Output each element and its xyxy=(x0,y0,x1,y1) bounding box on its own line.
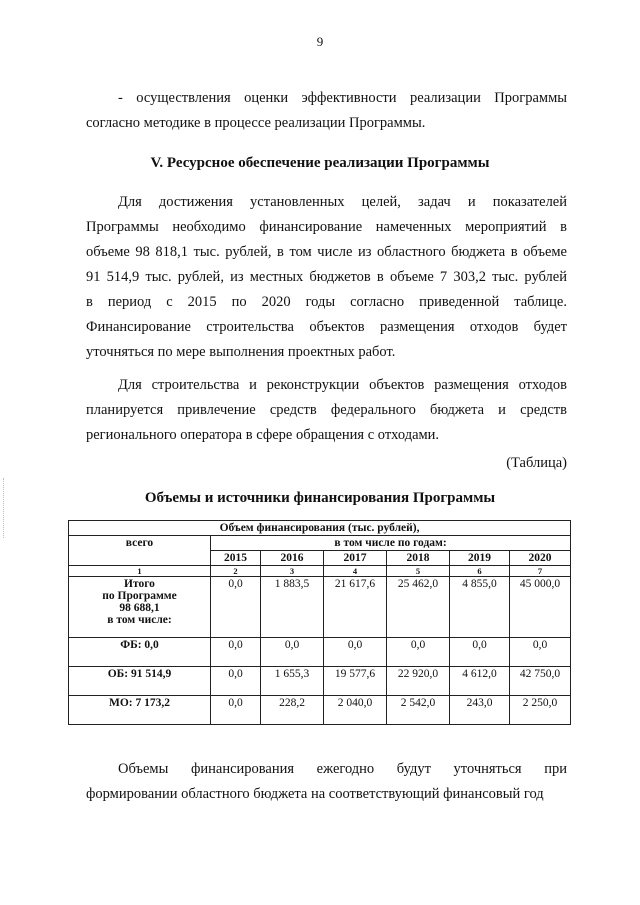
text-line: 91 514,9 тыс. рублей, из местных бюджетов в объеме 7 303,2 тыс. рублей xyxy=(86,269,567,285)
text-line: - осуществления оценки эффективности реализации Программы xyxy=(118,90,567,106)
table-cell: 1 883,5 xyxy=(261,577,324,638)
table-cell: 21 617,6 xyxy=(324,577,387,638)
table-cell: 0,0 xyxy=(211,667,261,696)
column-number: 4 xyxy=(324,566,387,577)
row-label: ОБ: 91 514,9 xyxy=(69,667,211,696)
label-line: Итого xyxy=(124,578,155,590)
text-line: уточняться по мере выполнения проектных работ. xyxy=(86,344,396,360)
text-line: планируется привлечение средств федерального бюджета и средств xyxy=(86,402,567,418)
table-title: Объемы и источники финансирования Программы xyxy=(144,490,496,506)
table-cell: 0,0 xyxy=(211,638,261,667)
federal-paragraph xyxy=(86,373,567,448)
column-number: 1 xyxy=(69,566,211,577)
text-line: Программы необходимо финансирование намеченных мероприятий в xyxy=(86,219,567,235)
row-label xyxy=(69,577,211,638)
table-reference: (Таблица) xyxy=(506,455,567,471)
year-header: 2020 xyxy=(510,551,571,566)
section-heading: V. Ресурсное обеспечение реализации Программы xyxy=(150,155,490,171)
header-years-label: в том числе по годам: xyxy=(211,536,571,551)
table-cell: 0,0 xyxy=(450,638,510,667)
table-row-ob xyxy=(69,667,571,696)
text-line: регионального оператора в сфере обращения с отходами. xyxy=(86,427,440,443)
text-line: согласно методике в процессе реализации Программы. xyxy=(86,115,426,131)
row-label: ФБ: 0,0 xyxy=(69,638,211,667)
text-line: в период с 2015 по 2020 годы согласно приведенной таблице. xyxy=(86,294,567,310)
year-header: 2016 xyxy=(261,551,324,566)
label-line: по Программе xyxy=(102,590,177,602)
label-line: в том числе: xyxy=(107,614,172,626)
funding-paragraph xyxy=(86,190,567,365)
column-number: 3 xyxy=(261,566,324,577)
column-number: 2 xyxy=(211,566,261,577)
table-cell: 45 000,0 xyxy=(510,577,571,638)
row-label: МО: 7 173,2 xyxy=(69,696,211,725)
table-cell: 243,0 xyxy=(450,696,510,725)
table-cell: 42 750,0 xyxy=(510,667,571,696)
table-cell: 19 577,6 xyxy=(324,667,387,696)
text-line: Для строительства и реконструкции объектов размещения отходов xyxy=(118,377,567,393)
year-header: 2019 xyxy=(450,551,510,566)
table-row-total xyxy=(69,577,571,638)
table-cell: 0,0 xyxy=(387,638,450,667)
text-line: формировании областного бюджета на соответствующий финансовый год xyxy=(86,786,544,802)
closing-paragraph xyxy=(86,757,567,807)
table-cell: 2 250,0 xyxy=(510,696,571,725)
margin-dots xyxy=(3,478,6,538)
column-number: 5 xyxy=(387,566,450,577)
intro-paragraph xyxy=(86,86,567,136)
page-number: 9 xyxy=(316,34,324,49)
table-cell: 228,2 xyxy=(261,696,324,725)
column-number-row xyxy=(69,566,571,577)
text-line: Объемы финансирования ежегодно будут уточняться при xyxy=(118,761,567,777)
table-row-mo xyxy=(69,696,571,725)
table-cell: 2 040,0 xyxy=(324,696,387,725)
table-cell: 0,0 xyxy=(510,638,571,667)
column-number: 7 xyxy=(510,566,571,577)
header-total: всего xyxy=(69,536,211,566)
table-cell: 1 655,3 xyxy=(261,667,324,696)
text-line: Финансирование строительства объектов размещения отходов будет xyxy=(86,319,567,335)
table-cell: 2 542,0 xyxy=(387,696,450,725)
table-header-row xyxy=(69,536,571,551)
table-cell: 22 920,0 xyxy=(387,667,450,696)
table-cell: 0,0 xyxy=(261,638,324,667)
year-header: 2017 xyxy=(324,551,387,566)
table-cell: 0,0 xyxy=(211,696,261,725)
table-cell: 25 462,0 xyxy=(387,577,450,638)
table-row-fb xyxy=(69,638,571,667)
year-header: 2015 xyxy=(211,551,261,566)
table-cell: 0,0 xyxy=(211,577,261,638)
table-cell: 4 855,0 xyxy=(450,577,510,638)
label-line: 98 688,1 xyxy=(119,602,160,614)
table-cell: 4 612,0 xyxy=(450,667,510,696)
year-header: 2018 xyxy=(387,551,450,566)
text-line: Для достижения установленных целей, задач и показателей xyxy=(118,194,567,210)
table-cell: 0,0 xyxy=(324,638,387,667)
column-number: 6 xyxy=(450,566,510,577)
header-main: Объем финансирования (тыс. рублей), xyxy=(69,521,571,536)
table-header-row xyxy=(69,521,571,536)
financing-table xyxy=(68,520,571,725)
text-line: объеме 98 818,1 тыс. рублей, в том числе из областного бюджета в объеме xyxy=(86,244,567,260)
